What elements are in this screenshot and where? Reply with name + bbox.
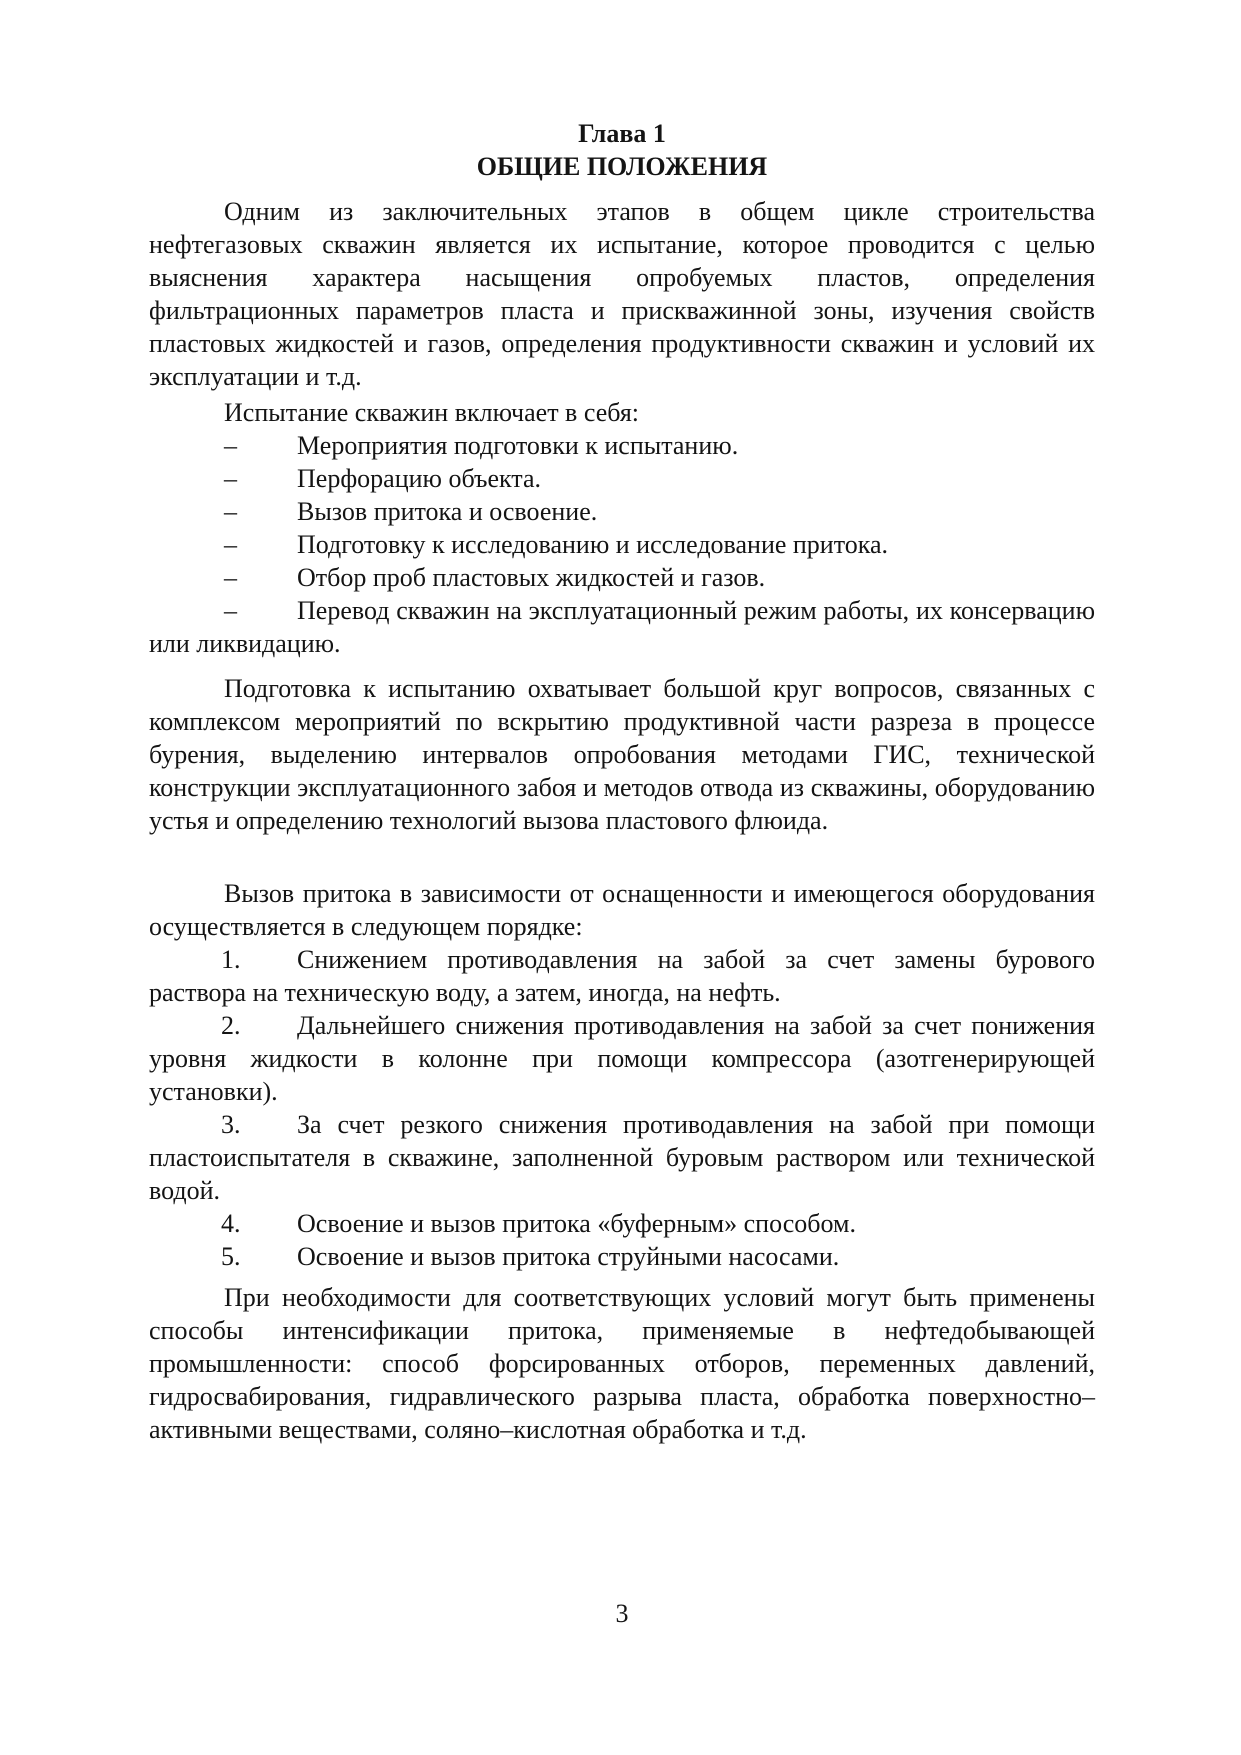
list-item [149,561,1095,594]
list-item-text: Подготовку к исследованию и исследование притока. [297,530,889,559]
number-marker: 4. [221,1209,241,1238]
list-item [149,1009,1095,1108]
list-item [149,594,1095,660]
dash-marker: – [224,563,237,592]
dash-marker: – [224,596,237,625]
list-item [149,1108,1095,1207]
list-item [149,1207,1095,1240]
list-item-text: Освоение и вызов притока «буферным» способом. [297,1209,856,1238]
chapter-title: ОБЩИЕ ПОЛОЖЕНИЯ [476,152,768,181]
intensification-paragraph: При необходимости для соответствующих условий могут быть применены способы интенсификации притока, применяемые в нефтедобывающей промышленности: способ форсированных отборов, переменных давлений, гидросвабирования, гидравлического разрыва пласта, обработка поверхностно–активными веществами, соляно–кислотная обработка и т.д. [149,1283,1095,1444]
list-item-text: Снижением противодавления на забой за счет замены бурового раствора на техническую воду, а затем, иногда, на нефть. [149,945,1095,1007]
list-item-text: Отбор проб пластовых жидкостей и газов. [297,563,766,592]
number-marker: 3. [221,1110,241,1139]
preparation-paragraph: Подготовка к испытанию охватывает большой круг вопросов, связанных с комплексом мероприятий по вскрытию продуктивной части разреза в процессе бурения, выделению интервалов опробования методами ГИС, технической конструкции эксплуатационного забоя и методов отвода из скважины, оборудованию устья и определению технологий вызова пластового флюида. [149,674,1095,835]
dash-marker: – [224,431,237,460]
list-item-text: За счет резкого снижения противодавления на забой при помощи пластоиспытателя в скважине, заполненной буровым раствором или технической водой. [149,1110,1095,1205]
document-page [149,0,1095,1755]
number-marker: 5. [221,1242,241,1271]
intro-paragraph: Одним из заключительных этапов в общем цикле строительства нефтегазовых скважин является их испытание, которое проводится с целью выяснения характера насыщения опробуемых пластов, определения фильтрационных параметров пласта и прискважинной зоны, изучения свойств пластовых жидкостей и газов, определения продуктивности скважин и условий их эксплуатации и т.д. [149,197,1095,391]
list-item-text: Дальнейшего снижения противодавления на забой за счет понижения уровня жидкости в колонне при помощи компрессора (азотгенерирующей установки). [149,1011,1095,1106]
inflow-order-paragraph: Вызов притока в зависимости от оснащенности и имеющегося оборудования осуществляется в следующем порядке: [149,879,1095,941]
list-item [149,462,1095,495]
list-item-text: Освоение и вызов притока струйными насосами. [297,1242,840,1271]
dash-marker: – [224,497,237,526]
list-item-text: Перевод скважин на эксплуатационный режим работы, их консервацию или ликвидацию. [149,596,1095,658]
dash-marker: – [224,530,237,559]
list-item-text: Мероприятия подготовки к испытанию. [297,431,739,460]
testing-steps-list [149,429,1095,660]
list-item [149,495,1095,528]
page-number: 3 [615,1599,629,1628]
inflow-methods-list [149,943,1095,1273]
testing-includes-paragraph: Испытание скважин включает в себя: [224,398,639,427]
list-item-text: Перфорацию объекта. [297,464,542,493]
list-item [149,528,1095,561]
list-item [149,1240,1095,1273]
dash-marker: – [224,464,237,493]
list-item-text: Вызов притока и освоение. [297,497,598,526]
list-item [149,429,1095,462]
chapter-number: Глава 1 [578,119,666,148]
number-marker: 1. [221,945,241,974]
list-item [149,943,1095,1009]
number-marker: 2. [221,1011,241,1040]
